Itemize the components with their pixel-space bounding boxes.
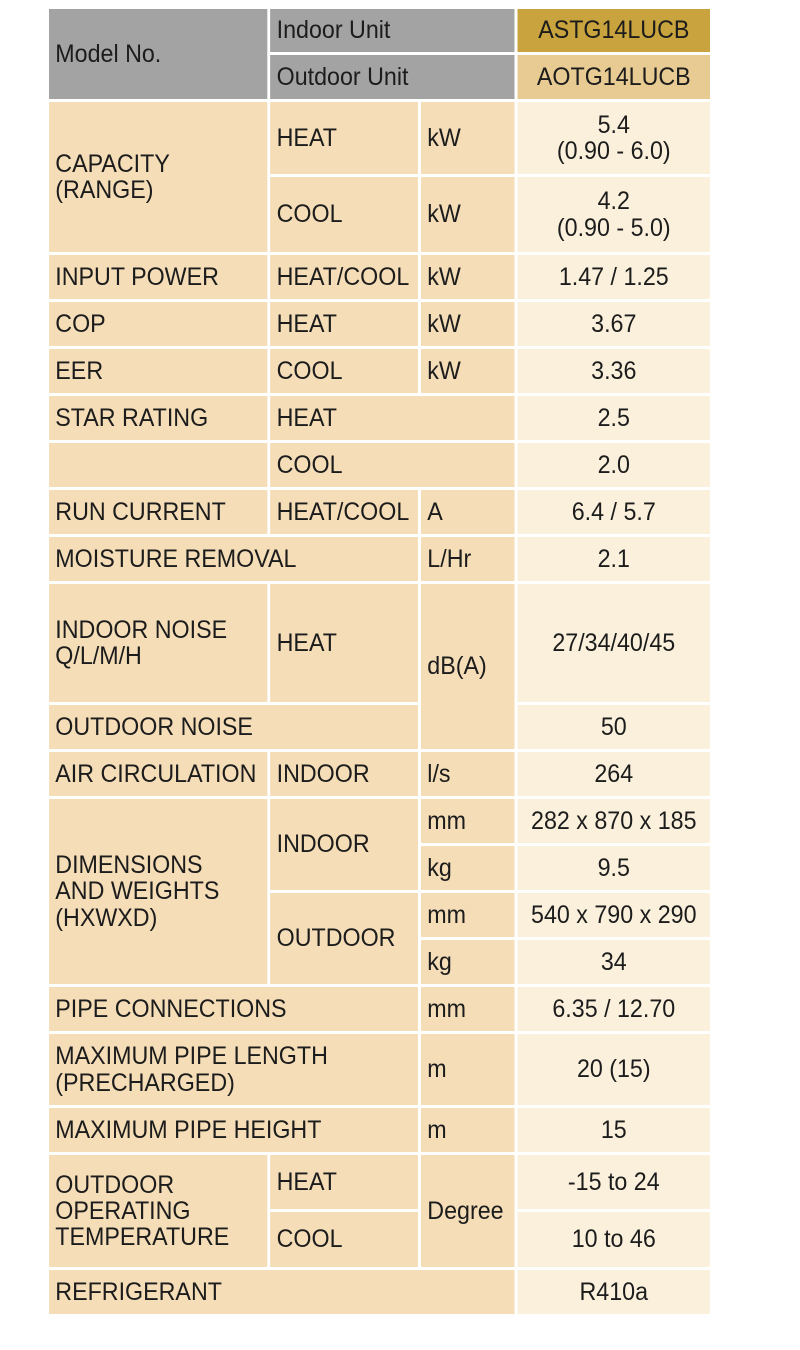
capacity-heat-label: HEAT: [269, 101, 420, 176]
air-circulation-unit: l/s: [419, 751, 516, 798]
operating-temp-unit: Degree: [419, 1154, 516, 1269]
refrigerant-value: R410a: [516, 1269, 711, 1316]
dimensions-label-line1: DIMENSIONS: [55, 851, 203, 880]
max-pipe-length-unit: m: [419, 1033, 516, 1107]
moisture-removal-label: MOISTURE REMOVAL: [47, 536, 419, 583]
operating-temp-label-line2: OPERATING: [55, 1196, 191, 1225]
dimensions-indoor-kg-value: 9.5: [516, 845, 711, 892]
capacity-label: CAPACITY (RANGE): [47, 101, 268, 254]
outdoor-model-value: AOTG14LUCB: [516, 54, 711, 101]
model-no-label: Model No.: [47, 8, 268, 101]
max-pipe-length-label: [47, 1033, 419, 1107]
operating-temp-label-line3: TEMPERATURE: [55, 1223, 230, 1252]
table-row: [47, 489, 711, 536]
cop-label: COP: [47, 301, 268, 348]
table-row: [47, 348, 711, 395]
header-row-indoor: [47, 8, 711, 54]
run-current-mode: HEAT/COOL: [269, 489, 420, 536]
table-row: [47, 1033, 711, 1107]
table-row: [47, 583, 711, 704]
indoor-noise-label-line2: Q/L/M/H: [55, 642, 142, 670]
dimensions-indoor-mm-value: 282 x 870 x 185: [516, 798, 711, 845]
operating-temp-heat-value: -15 to 24: [516, 1154, 711, 1211]
run-current-label: RUN CURRENT: [47, 489, 268, 536]
air-circulation-value: 264: [516, 751, 711, 798]
input-power-mode: HEAT/COOL: [269, 254, 420, 301]
dimensions-outdoor-kg-unit: kg: [419, 939, 516, 986]
capacity-cool-label: COOL: [269, 176, 420, 254]
dimensions-label-line3: (HXWXD): [55, 903, 158, 932]
refrigerant-label: REFRIGERANT: [47, 1269, 516, 1316]
star-rating-label: STAR RATING: [47, 395, 268, 442]
operating-temp-cool-value: 10 to 46: [516, 1211, 711, 1269]
spec-table: [46, 6, 713, 1317]
moisture-removal-value: 2.1: [516, 536, 711, 583]
table-row: [47, 704, 711, 751]
max-pipe-length-label-line1: MAXIMUM PIPE LENGTH: [55, 1042, 328, 1071]
dimensions-outdoor-mm-value: 540 x 790 x 290: [516, 892, 711, 939]
run-current-value: 6.4 / 5.7: [516, 489, 711, 536]
indoor-model-value: ASTG14LUCB: [516, 8, 711, 54]
table-row: [47, 254, 711, 301]
moisture-removal-unit: L/Hr: [419, 536, 516, 583]
dimensions-indoor-kg-unit: kg: [419, 845, 516, 892]
max-pipe-height-unit: m: [419, 1107, 516, 1154]
dimensions-label-line2: AND WEIGHTS: [55, 877, 220, 906]
indoor-unit-label: Indoor Unit: [269, 8, 516, 54]
max-pipe-height-value: 15: [516, 1107, 711, 1154]
pipe-connections-unit: mm: [419, 986, 516, 1033]
indoor-noise-label-line1: INDOOR NOISE: [55, 615, 228, 644]
pipe-connections-value: 6.35 / 12.70: [516, 986, 711, 1033]
table-row: [47, 1107, 711, 1154]
capacity-cool-number: 4.2: [597, 187, 630, 216]
dimensions-outdoor-label: OUTDOOR: [269, 892, 420, 986]
capacity-cool-value: [516, 176, 711, 254]
table-row: [47, 751, 711, 798]
eer-unit: kW: [419, 348, 516, 395]
capacity-heat-range: (0.90 - 6.0): [556, 137, 671, 165]
table-row: [47, 986, 711, 1033]
star-rating-heat-value: 2.5: [516, 395, 711, 442]
dimensions-indoor-mm-unit: mm: [419, 798, 516, 845]
run-current-unit: A: [419, 489, 516, 536]
table-row: [47, 1154, 711, 1211]
table-row: [47, 395, 711, 442]
input-power-unit: kW: [419, 254, 516, 301]
operating-temp-cool-label: COOL: [269, 1211, 420, 1269]
operating-temp-label-line1: OUTDOOR: [55, 1170, 175, 1199]
air-circulation-label: AIR CIRCULATION: [47, 751, 268, 798]
max-pipe-length-value: 20 (15): [516, 1033, 711, 1107]
star-rating-cool-label: COOL: [269, 442, 516, 489]
eer-mode: COOL: [269, 348, 420, 395]
dimensions-label: [47, 798, 268, 986]
input-power-label: INPUT POWER: [47, 254, 268, 301]
max-pipe-height-label: MAXIMUM PIPE HEIGHT: [47, 1107, 419, 1154]
indoor-noise-value: 27/34/40/45: [516, 583, 711, 704]
outdoor-unit-label: Outdoor Unit: [269, 54, 516, 101]
eer-value: 3.36: [516, 348, 711, 395]
capacity-heat-unit: kW: [419, 101, 516, 176]
dimensions-outdoor-kg-value: 34: [516, 939, 711, 986]
star-rating-empty-cell: [47, 442, 268, 489]
capacity-heat-value: [516, 101, 711, 176]
max-pipe-length-label-line2: (PRECHARGED): [55, 1068, 235, 1097]
outdoor-noise-label: OUTDOOR NOISE: [47, 704, 419, 751]
outdoor-noise-value: 50: [516, 704, 711, 751]
pipe-connections-label: PIPE CONNECTIONS: [47, 986, 419, 1033]
dimensions-indoor-label: INDOOR: [269, 798, 420, 892]
noise-unit: dB(A): [419, 583, 516, 751]
capacity-heat-number: 5.4: [597, 110, 630, 139]
indoor-noise-mode: HEAT: [269, 583, 420, 704]
operating-temp-heat-label: HEAT: [269, 1154, 420, 1211]
operating-temp-label: [47, 1154, 268, 1269]
star-rating-heat-label: HEAT: [269, 395, 516, 442]
table-row: [47, 798, 711, 845]
table-row: [47, 442, 711, 489]
eer-label: EER: [47, 348, 268, 395]
input-power-value: 1.47 / 1.25: [516, 254, 711, 301]
cop-mode: HEAT: [269, 301, 420, 348]
table-row: [47, 1269, 711, 1316]
cop-unit: kW: [419, 301, 516, 348]
star-rating-cool-value: 2.0: [516, 442, 711, 489]
table-row: [47, 301, 711, 348]
table-row: [47, 536, 711, 583]
capacity-cool-unit: kW: [419, 176, 516, 254]
dimensions-outdoor-mm-unit: mm: [419, 892, 516, 939]
cop-value: 3.67: [516, 301, 711, 348]
indoor-noise-label: [47, 583, 268, 704]
table-row: [47, 101, 711, 176]
air-circulation-mode: INDOOR: [269, 751, 420, 798]
capacity-cool-range: (0.90 - 5.0): [556, 213, 671, 242]
